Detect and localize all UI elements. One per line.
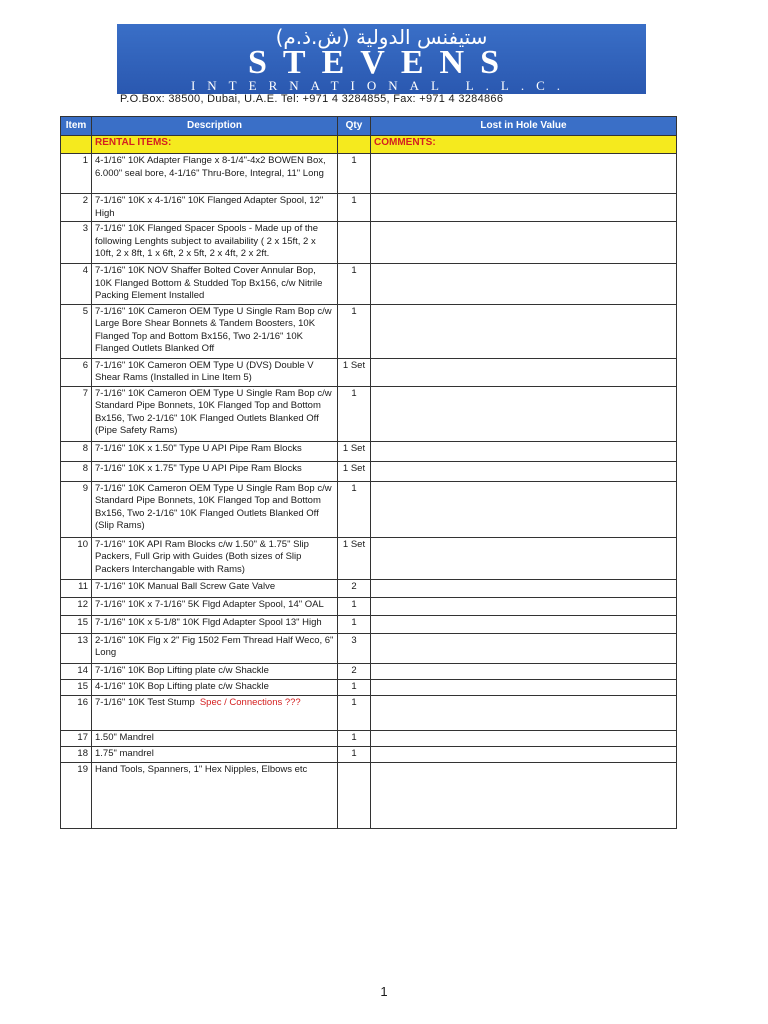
table-row xyxy=(61,663,677,679)
item-lost-in-hole-value xyxy=(371,222,677,264)
item-description: 7-1/16" 10K x 7-1/16" 5K Flgd Adapter Spool, 14" OAL xyxy=(92,597,338,615)
item-lost-in-hole-value xyxy=(371,304,677,358)
section-comments-label: COMMENTS: xyxy=(371,136,677,154)
item-description: 7-1/16" 10K Cameron OEM Type U Single Ram Bop c/w Standard Pipe Bonnets, 10K Flanged Top and Bottom Bx156, Two 2-1/16" 10K Flanged Outlets Blanked Off (Pipe Safety Rams) xyxy=(92,386,338,441)
table-row xyxy=(61,222,677,264)
item-lost-in-hole-value xyxy=(371,746,677,762)
column-header-item: Item xyxy=(61,117,92,136)
item-number: 15 xyxy=(61,679,92,695)
item-qty: 1 xyxy=(338,264,371,305)
item-description: 7-1/16" 10K x 4-1/16" 10K Flanged Adapter Spool, 12" High xyxy=(92,194,338,222)
item-qty xyxy=(338,762,371,828)
column-header-qty: Qty xyxy=(338,117,371,136)
item-number: 12 xyxy=(61,597,92,615)
item-lost-in-hole-value xyxy=(371,481,677,537)
section-row xyxy=(61,136,677,154)
item-lost-in-hole-value xyxy=(371,615,677,633)
item-description xyxy=(92,695,338,730)
column-header-description: Description xyxy=(92,117,338,136)
item-lost-in-hole-value xyxy=(371,695,677,730)
item-lost-in-hole-value xyxy=(371,663,677,679)
item-number: 8 xyxy=(61,441,92,461)
item-description: 7-1/16" 10K Bop Lifting plate c/w Shackle xyxy=(92,663,338,679)
item-lost-in-hole-value xyxy=(371,730,677,746)
item-description: 7-1/16" 10K x 1.50" Type U API Pipe Ram Blocks xyxy=(92,441,338,461)
item-number: 3 xyxy=(61,222,92,264)
item-lost-in-hole-value xyxy=(371,441,677,461)
table-row xyxy=(61,358,677,386)
item-number: 8 xyxy=(61,461,92,481)
item-qty: 1 xyxy=(338,597,371,615)
item-number: 9 xyxy=(61,481,92,537)
table-row xyxy=(61,154,677,194)
item-qty: 1 Set xyxy=(338,461,371,481)
item-number: 16 xyxy=(61,695,92,730)
item-lost-in-hole-value xyxy=(371,154,677,194)
item-qty: 1 xyxy=(338,304,371,358)
section-label: RENTAL ITEMS: xyxy=(92,136,338,154)
item-qty: 1 xyxy=(338,730,371,746)
item-qty: 1 xyxy=(338,481,371,537)
item-description: 1.50" Mandrel xyxy=(92,730,338,746)
item-lost-in-hole-value xyxy=(371,633,677,663)
table-row xyxy=(61,304,677,358)
item-qty: 2 xyxy=(338,663,371,679)
item-number: 4 xyxy=(61,264,92,305)
item-lost-in-hole-value xyxy=(371,264,677,305)
table-row xyxy=(61,441,677,461)
column-header-lost-in-hole: Lost in Hole Value xyxy=(371,117,677,136)
item-qty xyxy=(338,222,371,264)
item-description: 7-1/16" 10K Cameron OEM Type U (DVS) Double V Shear Rams (Installed in Line Item 5) xyxy=(92,358,338,386)
item-description: 7-1/16" 10K Cameron OEM Type U Single Ram Bop c/w Large Bore Shear Bonnets & Tandem Boosters, 10K Flanged Top and Bottom Bx156, Two 2-1/16" 10K Flanged Outlets Blanked Off xyxy=(92,304,338,358)
rental-items-table xyxy=(60,116,677,829)
page-number: 1 xyxy=(380,984,388,999)
item-number: 13 xyxy=(61,633,92,663)
item-qty: 1 xyxy=(338,154,371,194)
table-row xyxy=(61,537,677,579)
item-description: 7-1/16" 10K NOV Shaffer Bolted Cover Annular Bop, 10K Flanged Bottom & Studded Top Bx156, c/w Nitrile Packing Element Installed xyxy=(92,264,338,305)
item-number: 1 xyxy=(61,154,92,194)
item-lost-in-hole-value xyxy=(371,679,677,695)
item-number: 11 xyxy=(61,579,92,597)
item-description: 7-1/16" 10K API Ram Blocks c/w 1.50" & 1.75" Slip Packers, Full Grip with Guides (Both sizes of Slip Packers Interchangable with Rams) xyxy=(92,537,338,579)
item-description: 4-1/16" 10K Bop Lifting plate c/w Shackle xyxy=(92,679,338,695)
table-row xyxy=(61,615,677,633)
item-qty: 1 xyxy=(338,695,371,730)
logo-arabic-name: ستيفنس الدولية (ش.ذ.م) xyxy=(275,25,488,49)
table-row xyxy=(61,633,677,663)
table-row xyxy=(61,679,677,695)
item-lost-in-hole-value xyxy=(371,579,677,597)
item-qty: 1 xyxy=(338,194,371,222)
item-description: 7-1/16" 10K x 5-1/8" 10K Flgd Adapter Spool 13" High xyxy=(92,615,338,633)
item-number: 15 xyxy=(61,615,92,633)
item-lost-in-hole-value xyxy=(371,461,677,481)
table-header-row xyxy=(61,117,677,136)
table-row xyxy=(61,579,677,597)
item-description: 7-1/16" 10K Manual Ball Screw Gate Valve xyxy=(92,579,338,597)
item-description: 7-1/16" 10K Flanged Spacer Spools - Made up of the following Lenghts subject to availability ( 2 x 15ft, 2 x 10ft, 2 x 8ft, 1 x 6ft, 2 x 5ft, 2 x 4ft, 2 x 2ft. xyxy=(92,222,338,264)
item-qty: 3 xyxy=(338,633,371,663)
table-row xyxy=(61,730,677,746)
table-row xyxy=(61,461,677,481)
item-description: 2-1/16" 10K Flg x 2" Fig 1502 Fem Thread Half Weco, 6" Long xyxy=(92,633,338,663)
table-row xyxy=(61,481,677,537)
section-empty-cell xyxy=(338,136,371,154)
item-number: 18 xyxy=(61,746,92,762)
item-description: Hand Tools, Spanners, 1" Hex Nipples, Elbows etc xyxy=(92,762,338,828)
item-qty: 1 xyxy=(338,386,371,441)
item-description: 7-1/16" 10K Cameron OEM Type U Single Ram Bop c/w Standard Pipe Bonnets, 10K Flanged Top and Bottom Bx156, Two 2-1/16" 10K Flanged Outlets Blanked Off (Slip Rams) xyxy=(92,481,338,537)
company-logo xyxy=(117,24,646,94)
logo-company-sub: INTERNATIONAL L.L.C. xyxy=(190,78,573,93)
item-qty: 1 xyxy=(338,679,371,695)
logo-company-name: STEVENS xyxy=(248,44,515,81)
item-description: 1.75" mandrel xyxy=(92,746,338,762)
item-number: 6 xyxy=(61,358,92,386)
table-row xyxy=(61,194,677,222)
item-lost-in-hole-value xyxy=(371,762,677,828)
table-row xyxy=(61,264,677,305)
item-number: 19 xyxy=(61,762,92,828)
table-row xyxy=(61,695,677,730)
item-qty: 1 Set xyxy=(338,537,371,579)
item-number: 2 xyxy=(61,194,92,222)
item-lost-in-hole-value xyxy=(371,194,677,222)
item-description-text: 7-1/16" 10K Test Stump xyxy=(95,696,195,708)
item-description: 7-1/16" 10K x 1.75" Type U API Pipe Ram Blocks xyxy=(92,461,338,481)
item-number: 5 xyxy=(61,304,92,358)
item-number: 14 xyxy=(61,663,92,679)
table-row xyxy=(61,746,677,762)
item-number: 7 xyxy=(61,386,92,441)
section-empty-cell xyxy=(61,136,92,154)
item-qty: 1 xyxy=(338,746,371,762)
item-qty: 2 xyxy=(338,579,371,597)
item-number: 10 xyxy=(61,537,92,579)
company-address: P.O.Box: 38500, Dubai, U.A.E. Tel: +971 4 3284855, Fax: +971 4 3284866 xyxy=(120,93,504,105)
item-note: Spec / Connections ??? xyxy=(199,696,301,708)
table-row xyxy=(61,597,677,615)
item-lost-in-hole-value xyxy=(371,597,677,615)
item-qty: 1 Set xyxy=(338,358,371,386)
table-row xyxy=(61,762,677,828)
item-qty: 1 Set xyxy=(338,441,371,461)
item-qty: 1 xyxy=(338,615,371,633)
item-description: 4-1/16" 10K Adapter Flange x 8-1/4"-4x2 BOWEN Box, 6.000" seal bore, 4-1/16" Thru-Bore, Integral, 11" Long xyxy=(92,154,338,194)
item-number: 17 xyxy=(61,730,92,746)
item-lost-in-hole-value xyxy=(371,386,677,441)
item-lost-in-hole-value xyxy=(371,537,677,579)
item-lost-in-hole-value xyxy=(371,358,677,386)
table-row xyxy=(61,386,677,441)
